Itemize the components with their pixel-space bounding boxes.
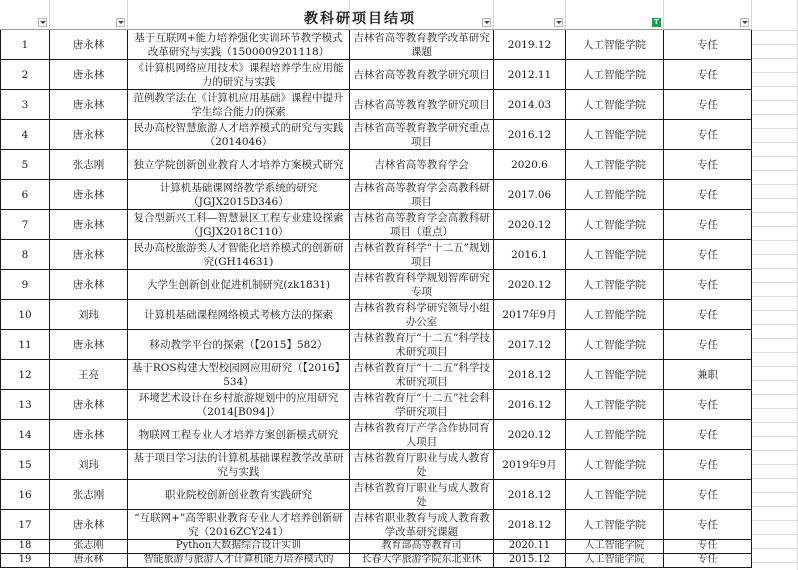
cell-level[interactable]: 吉林省教育科学研究领导小组办公室: [350, 300, 494, 330]
cell-level[interactable]: 教育部高等教育司: [350, 540, 494, 554]
cell-date[interactable]: 2014.03: [494, 90, 566, 120]
cell-status[interactable]: 专任: [664, 240, 752, 270]
cell-name[interactable]: 唐永林: [50, 210, 128, 240]
cell-unit[interactable]: 人工智能学院: [566, 480, 664, 510]
cell-date[interactable]: 2019年9月: [494, 450, 566, 480]
table-row: [0, 90, 798, 120]
cell-no[interactable]: 12: [0, 360, 50, 390]
table-row: [0, 300, 798, 330]
cell-project[interactable]: 《计算机网络应用技术》课程培养学生应用能力的研究与实践: [128, 60, 350, 90]
cell-status[interactable]: 专任: [664, 450, 752, 480]
filter-dropdown-icon[interactable]: [116, 18, 125, 27]
cell-project[interactable]: 物联网工程专业人才培养方案创新模式研究: [128, 420, 350, 450]
cell-status[interactable]: 专任: [664, 120, 752, 150]
cell-name[interactable]: 唐永林: [50, 240, 128, 270]
cell-unit[interactable]: 人工智能学院: [566, 150, 664, 180]
cell-project[interactable]: Python大数据综合设计实训: [128, 540, 350, 554]
cell-date[interactable]: 2020.12: [494, 210, 566, 240]
cell-unit[interactable]: 人工智能学院: [566, 450, 664, 480]
cell-date[interactable]: 2017.06: [494, 180, 566, 210]
cell-name[interactable]: 张志刚: [50, 150, 128, 180]
cell-level[interactable]: 吉林省教育厅职业与成人教育处: [350, 480, 494, 510]
table-row: [0, 30, 798, 60]
cell-unit[interactable]: 人工智能学院: [566, 300, 664, 330]
cell-unit[interactable]: 人工智能学院: [566, 120, 664, 150]
header-cell-unit: [566, 0, 664, 30]
cell-name[interactable]: 唐永林: [50, 390, 128, 420]
cell-status[interactable]: 专任: [664, 540, 752, 554]
cell-no[interactable]: 14: [0, 420, 50, 450]
cell-project[interactable]: 移动教学平台的探索（【2015】582）: [128, 330, 350, 360]
cell-project[interactable]: 基于ROS构建大型校园网应用研究（【2016】534）: [128, 360, 350, 390]
cell-project[interactable]: 环境艺术设计在乡村旅游规划中的应用研究（2014[B094]）: [128, 390, 350, 420]
cell-no[interactable]: 13: [0, 390, 50, 420]
cell-project[interactable]: 智能旅游与旅游人才计算机能力培养模式的: [128, 554, 350, 568]
cell-level[interactable]: 吉林省高等教育学会: [350, 150, 494, 180]
cell-name[interactable]: 刘玮: [50, 450, 128, 480]
cell-date[interactable]: 2020.6: [494, 150, 566, 180]
cell-no[interactable]: 10: [0, 300, 50, 330]
cell-status[interactable]: 专任: [664, 30, 752, 60]
cell-level[interactable]: 吉林省教育厅产学合作协同育人项目: [350, 420, 494, 450]
cell-level[interactable]: 长春大学旅游学院东北亚休: [350, 554, 494, 568]
table-row: [0, 240, 798, 270]
cell-level[interactable]: 吉林省教育厅职业与成人教育处: [350, 450, 494, 480]
table-row: [0, 270, 798, 300]
cell-no[interactable]: 5: [0, 150, 50, 180]
cell-date[interactable]: 2016.12: [494, 120, 566, 150]
cell-no[interactable]: 2: [0, 60, 50, 90]
table-row: [0, 450, 798, 480]
cell-date[interactable]: 2017.12: [494, 330, 566, 360]
table-row: [0, 554, 798, 568]
cell-project[interactable]: 大学生创新创业促进机制研究(zk1831): [128, 270, 350, 300]
cell-level[interactable]: 吉林省教育厅“十二五”科学技术研究项目: [350, 330, 494, 360]
cell-level[interactable]: 吉林省职业教育与成人教育教学改革研究课题: [350, 510, 494, 540]
cell-date[interactable]: 2018.12: [494, 510, 566, 540]
cell-no[interactable]: 1: [0, 30, 50, 60]
cell-unit[interactable]: 人工智能学院: [566, 90, 664, 120]
cell-unit[interactable]: 人工智能学院: [566, 360, 664, 390]
cell-name[interactable]: 张志刚: [50, 540, 128, 554]
cell-no[interactable]: 4: [0, 120, 50, 150]
cell-status[interactable]: 专任: [664, 390, 752, 420]
cell-level[interactable]: 吉林省教育厅“十二五”科学技术研究项目: [350, 360, 494, 390]
cell-name[interactable]: 唐永林: [50, 120, 128, 150]
cell-date[interactable]: 2020.12: [494, 270, 566, 300]
cell-unit[interactable]: 人工智能学院: [566, 390, 664, 420]
cell-date[interactable]: 2017年9月: [494, 300, 566, 330]
cell-name[interactable]: 刘玮: [50, 300, 128, 330]
cell-project[interactable]: 基于项目学习法的计算机基础课程教学改革研究与实践: [128, 450, 350, 480]
cell-no[interactable]: 3: [0, 90, 50, 120]
cell-date[interactable]: 2016.12: [494, 390, 566, 420]
cell-unit[interactable]: 人工智能学院: [566, 30, 664, 60]
cell-status[interactable]: 专任: [664, 60, 752, 90]
empty-grid-area: [752, 0, 798, 570]
cell-no[interactable]: 11: [0, 330, 50, 360]
cell-status[interactable]: 专任: [664, 180, 752, 210]
cell-project[interactable]: 民办高校旅游类人才智能化培养模式的创新研究(GH14631): [128, 240, 350, 270]
cell-name[interactable]: 王亮: [50, 360, 128, 390]
cell-status[interactable]: 兼职: [664, 360, 752, 390]
cell-level[interactable]: 吉林省高等教育教学研究项目: [350, 90, 494, 120]
table-row: [0, 150, 798, 180]
table-row: [0, 540, 798, 554]
header-cell-name: [50, 0, 128, 30]
cell-name[interactable]: 唐永林: [50, 90, 128, 120]
header-cell-no: [0, 0, 50, 30]
cell-name[interactable]: 唐永林: [50, 554, 128, 568]
cell-unit[interactable]: 人工智能学院: [566, 554, 664, 568]
cell-no[interactable]: 16: [0, 480, 50, 510]
cell-date[interactable]: 2015.12: [494, 554, 566, 568]
cell-date[interactable]: 2012.11: [494, 60, 566, 90]
cell-status[interactable]: 专任: [664, 480, 752, 510]
cell-project[interactable]: 职业院校创新创业教育实践研究: [128, 480, 350, 510]
cell-date[interactable]: 2016.1: [494, 240, 566, 270]
cell-name[interactable]: 唐永林: [50, 420, 128, 450]
filter-dropdown-icon[interactable]: [38, 18, 47, 27]
cell-unit[interactable]: 人工智能学院: [566, 180, 664, 210]
cell-status[interactable]: 专任: [664, 270, 752, 300]
cell-status[interactable]: 专任: [664, 420, 752, 450]
header-cell-status: [664, 0, 752, 30]
cell-unit[interactable]: 人工智能学院: [566, 270, 664, 300]
cell-unit[interactable]: 人工智能学院: [566, 540, 664, 554]
cell-level[interactable]: 吉林省教育厅“十二五”社会科学研究项目: [350, 390, 494, 420]
cell-date[interactable]: 2018.12: [494, 360, 566, 390]
cell-no[interactable]: 9: [0, 270, 50, 300]
cell-no[interactable]: 7: [0, 210, 50, 240]
cell-unit[interactable]: 人工智能学院: [566, 420, 664, 450]
cell-status[interactable]: 专任: [664, 300, 752, 330]
cell-unit[interactable]: 人工智能学院: [566, 210, 664, 240]
cell-project[interactable]: 计算机基础课网络教学系统的研究（JGJX2015D346）: [128, 180, 350, 210]
cell-name[interactable]: 唐永林: [50, 180, 128, 210]
cell-name[interactable]: 唐永林: [50, 330, 128, 360]
cell-level[interactable]: 吉林省教育科学规划智库研究专项: [350, 270, 494, 300]
cell-project[interactable]: 范例教学法在《计算机应用基础》课程中提升学生综合能力的探索: [128, 90, 350, 120]
cell-no[interactable]: 6: [0, 180, 50, 210]
cell-level[interactable]: 吉林省高等教育学会高教科研项目（重点）: [350, 210, 494, 240]
cell-level[interactable]: 吉林省高等教育教学研究重点项目: [350, 120, 494, 150]
cell-project[interactable]: 基于互联网+能力培养强化实训环节教学模式改革研究与实践（1500009201118）: [128, 30, 350, 60]
header-cell-date: [494, 0, 566, 30]
cell-no[interactable]: 15: [0, 450, 50, 480]
cell-level[interactable]: 吉林省高等教育教学改革研究课题: [350, 30, 494, 60]
cell-name[interactable]: 唐永林: [50, 30, 128, 60]
cell-status[interactable]: 专任: [664, 210, 752, 240]
sheet-title: 教科研项目结项: [304, 11, 416, 27]
cell-status[interactable]: 专任: [664, 510, 752, 540]
table-row: [0, 60, 798, 90]
cell-name[interactable]: 张志刚: [50, 480, 128, 510]
cell-unit[interactable]: 人工智能学院: [566, 510, 664, 540]
cell-status[interactable]: 专任: [664, 90, 752, 120]
cell-project[interactable]: “互联网+”高等职业教育专业人才培养创新研究（2016ZCY241）: [128, 510, 350, 540]
table-row: [0, 330, 798, 360]
cell-unit[interactable]: 人工智能学院: [566, 240, 664, 270]
table-row: [0, 420, 798, 450]
cell-status[interactable]: 专任: [664, 330, 752, 360]
cell-date[interactable]: 2020.11: [494, 540, 566, 554]
cell-name[interactable]: 唐永林: [50, 60, 128, 90]
filter-active-icon[interactable]: [652, 18, 661, 27]
cell-no[interactable]: 8: [0, 240, 50, 270]
cell-no[interactable]: 18: [0, 540, 50, 554]
cell-project[interactable]: 独立学院创新创业教育人才培养方案模式研究: [128, 150, 350, 180]
cell-project[interactable]: 计算机基础课程网络模式考核方法的探索: [128, 300, 350, 330]
cell-no[interactable]: 19: [0, 554, 50, 568]
filter-dropdown-icon[interactable]: [740, 18, 749, 27]
table-row: [0, 120, 798, 150]
cell-unit[interactable]: 人工智能学院: [566, 60, 664, 90]
table-row: [0, 210, 798, 240]
table-row: [0, 390, 798, 420]
cell-status[interactable]: 专任: [664, 150, 752, 180]
table-row: [0, 480, 798, 510]
header-row: [0, 0, 798, 30]
filter-dropdown-icon[interactable]: [482, 18, 491, 27]
cell-date[interactable]: 2018.12: [494, 480, 566, 510]
cell-status[interactable]: 专任: [664, 554, 752, 568]
cell-project[interactable]: 复合型新兴工科—智慧景区工程专业建设探索（JGJX2018C110）: [128, 210, 350, 240]
cell-no[interactable]: 17: [0, 510, 50, 540]
cell-name[interactable]: 唐永林: [50, 510, 128, 540]
cell-level[interactable]: 吉林省高等教育教学研究项目: [350, 60, 494, 90]
cell-level[interactable]: 吉林省教育科学“十二五”规划项目: [350, 240, 494, 270]
filter-dropdown-icon[interactable]: [554, 18, 563, 27]
cell-unit[interactable]: 人工智能学院: [566, 330, 664, 360]
table-row: [0, 510, 798, 540]
cell-date[interactable]: 2020.12: [494, 420, 566, 450]
cell-level[interactable]: 吉林省高等教育学会高教科研项目: [350, 180, 494, 210]
table-row: [0, 180, 798, 210]
cell-name[interactable]: 唐永林: [50, 270, 128, 300]
table-row: [0, 360, 798, 390]
cell-project[interactable]: 民办高校智慧旅游人才培养模式的研究与实践（2014046）: [128, 120, 350, 150]
cell-date[interactable]: 2019.12: [494, 30, 566, 60]
